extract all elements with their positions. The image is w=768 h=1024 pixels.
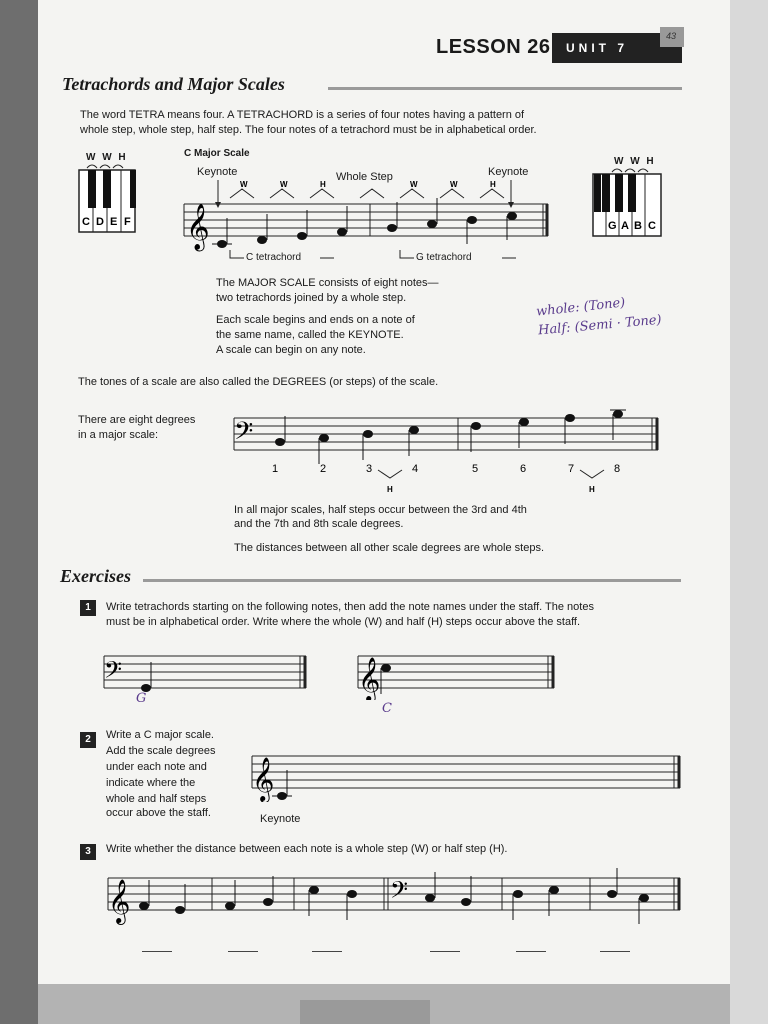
degree-number: 3	[366, 463, 373, 475]
keyboard-right-key: A	[621, 220, 629, 232]
keyboard-right-key: G	[608, 220, 617, 232]
degree-number: 6	[520, 463, 527, 475]
half-step-mark: H	[387, 485, 393, 494]
exercise-2-text: indicate where the	[106, 777, 196, 789]
degree-number: 5	[472, 463, 479, 475]
major-scale-text-2: two tetrachords joined by a whole step.	[216, 292, 407, 304]
exercise-1-text-1: Write tetrachords starting on the following notes, then add the note names under the staff. The notes	[106, 601, 594, 613]
keyboard-left-steps: W W H	[86, 152, 128, 163]
step-mark: H	[320, 180, 326, 189]
exercise-2-keynote-label: Keynote	[260, 813, 301, 825]
keyboard-left-key: D	[96, 216, 104, 228]
scan-bottom-tab	[300, 1000, 430, 1024]
scale-title: C Major Scale	[184, 148, 250, 159]
unit-badge: UNIT 7	[552, 33, 682, 63]
section-rule	[143, 579, 681, 582]
svg-text:𝄢: 𝄢	[390, 877, 409, 908]
degrees-text: The tones of a scale are also called the DEGREES (or steps) of the scale.	[78, 376, 439, 388]
keyboard-right-steps: W W H	[614, 156, 656, 167]
keynote-text-3: A scale can begin on any note.	[216, 344, 366, 356]
svg-text:𝄞: 𝄞	[358, 659, 381, 700]
half-steps-text-2: and the 7th and 8th scale degrees.	[234, 518, 404, 530]
c-major-scale-staff	[180, 178, 552, 268]
keyboard-left-key: F	[124, 216, 131, 228]
answer-blank[interactable]	[312, 951, 342, 952]
exercise-2-text: occur above the staff.	[106, 807, 211, 819]
page-number: 43	[660, 27, 684, 47]
g-tetrachord-label: G tetrachord	[416, 252, 472, 263]
step-mark: W	[240, 180, 248, 189]
exercise-1-handwritten-c: C	[382, 701, 392, 716]
answer-blank[interactable]	[430, 951, 460, 952]
answer-blank[interactable]	[228, 951, 258, 952]
exercise-3-number: 3	[80, 844, 96, 860]
exercise-2-text: Add the scale degrees	[106, 745, 216, 757]
scan-right-edge	[730, 0, 768, 1024]
c-tetrachord-label: C tetrachord	[246, 252, 302, 263]
exercise-1-treble-staff	[354, 640, 560, 700]
degree-number: 2	[320, 463, 327, 475]
step-mark: W	[410, 180, 418, 189]
section-rule	[328, 87, 682, 90]
intro-line-2: whole step, whole step, half step. The four notes of a tetrachord must be in alphabetical order.	[80, 124, 537, 136]
keynote-text-1: Each scale begins and ends on a note of	[216, 314, 415, 326]
exercise-1-bass-staff	[100, 650, 312, 698]
answer-blank[interactable]	[516, 951, 546, 952]
keyboard-right-key: B	[634, 220, 642, 232]
exercise-1-handwritten-g: G	[136, 691, 147, 706]
exercise-1-number: 1	[80, 600, 96, 616]
exercise-3-text: Write whether the distance between each note is a whole step (W) or half step (H).	[106, 843, 508, 855]
eight-degrees-text-2: in a major scale:	[78, 429, 159, 441]
section-title-exercises: Exercises	[60, 566, 131, 586]
handwritten-note-2: Half: (Semi · Tone)	[537, 312, 663, 339]
keynote-label-right: Keynote	[488, 166, 529, 178]
whole-steps-text: The distances between all other scale degrees are whole steps.	[234, 542, 545, 554]
answer-blank[interactable]	[600, 951, 630, 952]
step-mark: W	[280, 180, 288, 189]
keyboard-right-diagram	[592, 166, 664, 238]
handwritten-note-1: whole: (Tone)	[535, 295, 626, 320]
svg-text:𝄞: 𝄞	[252, 759, 275, 801]
exercise-1-text-2: must be in alphabetical order. Write where the whole (W) and half (H) steps occur above the staff.	[106, 616, 581, 628]
keynote-label-left: Keynote	[197, 166, 238, 178]
keyboard-left-diagram	[78, 162, 138, 234]
half-step-mark: H	[589, 485, 595, 494]
half-steps-text-1: In all major scales, half steps occur between the 3rd and 4th	[234, 504, 527, 516]
degree-number: 1	[272, 463, 279, 475]
exercise-3-staff	[104, 866, 684, 926]
answer-blank[interactable]	[142, 951, 172, 952]
exercise-2-text: under each note and	[106, 761, 207, 773]
keyboard-left-key: C	[82, 216, 90, 228]
keyboard-right-key: C	[648, 220, 656, 232]
keyboard-left-key: E	[110, 216, 118, 228]
whole-step-label: Whole Step	[336, 171, 393, 183]
scan-left-edge	[0, 0, 38, 1024]
svg-text:𝄞: 𝄞	[108, 881, 131, 923]
degree-number: 8	[614, 463, 621, 475]
degrees-bass-staff	[230, 408, 662, 498]
step-mark: H	[490, 180, 496, 189]
svg-text:𝄢: 𝄢	[234, 418, 254, 451]
exercise-2-text: whole and half steps	[106, 793, 207, 805]
exercise-2-treble-staff	[248, 740, 684, 802]
svg-text:𝄞: 𝄞	[186, 205, 210, 249]
exercise-2-number: 2	[80, 732, 96, 748]
exercise-2-text: Write a C major scale.	[106, 729, 214, 741]
intro-line-1: The word TETRA means four. A TETRACHORD is a series of four notes having a pattern of	[80, 109, 525, 121]
major-scale-text-1: The MAJOR SCALE consists of eight notes—	[216, 277, 439, 289]
svg-text:𝄢: 𝄢	[104, 657, 123, 688]
eight-degrees-text-1: There are eight degrees	[78, 414, 196, 426]
section-title-tetrachords: Tetrachords and Major Scales	[62, 74, 285, 94]
step-mark: W	[450, 180, 458, 189]
keynote-text-2: the same name, called the KEYNOTE.	[216, 329, 404, 341]
degree-number: 4	[412, 463, 419, 475]
degree-number: 7	[568, 463, 575, 475]
lesson-title: LESSON 26	[436, 36, 551, 58]
